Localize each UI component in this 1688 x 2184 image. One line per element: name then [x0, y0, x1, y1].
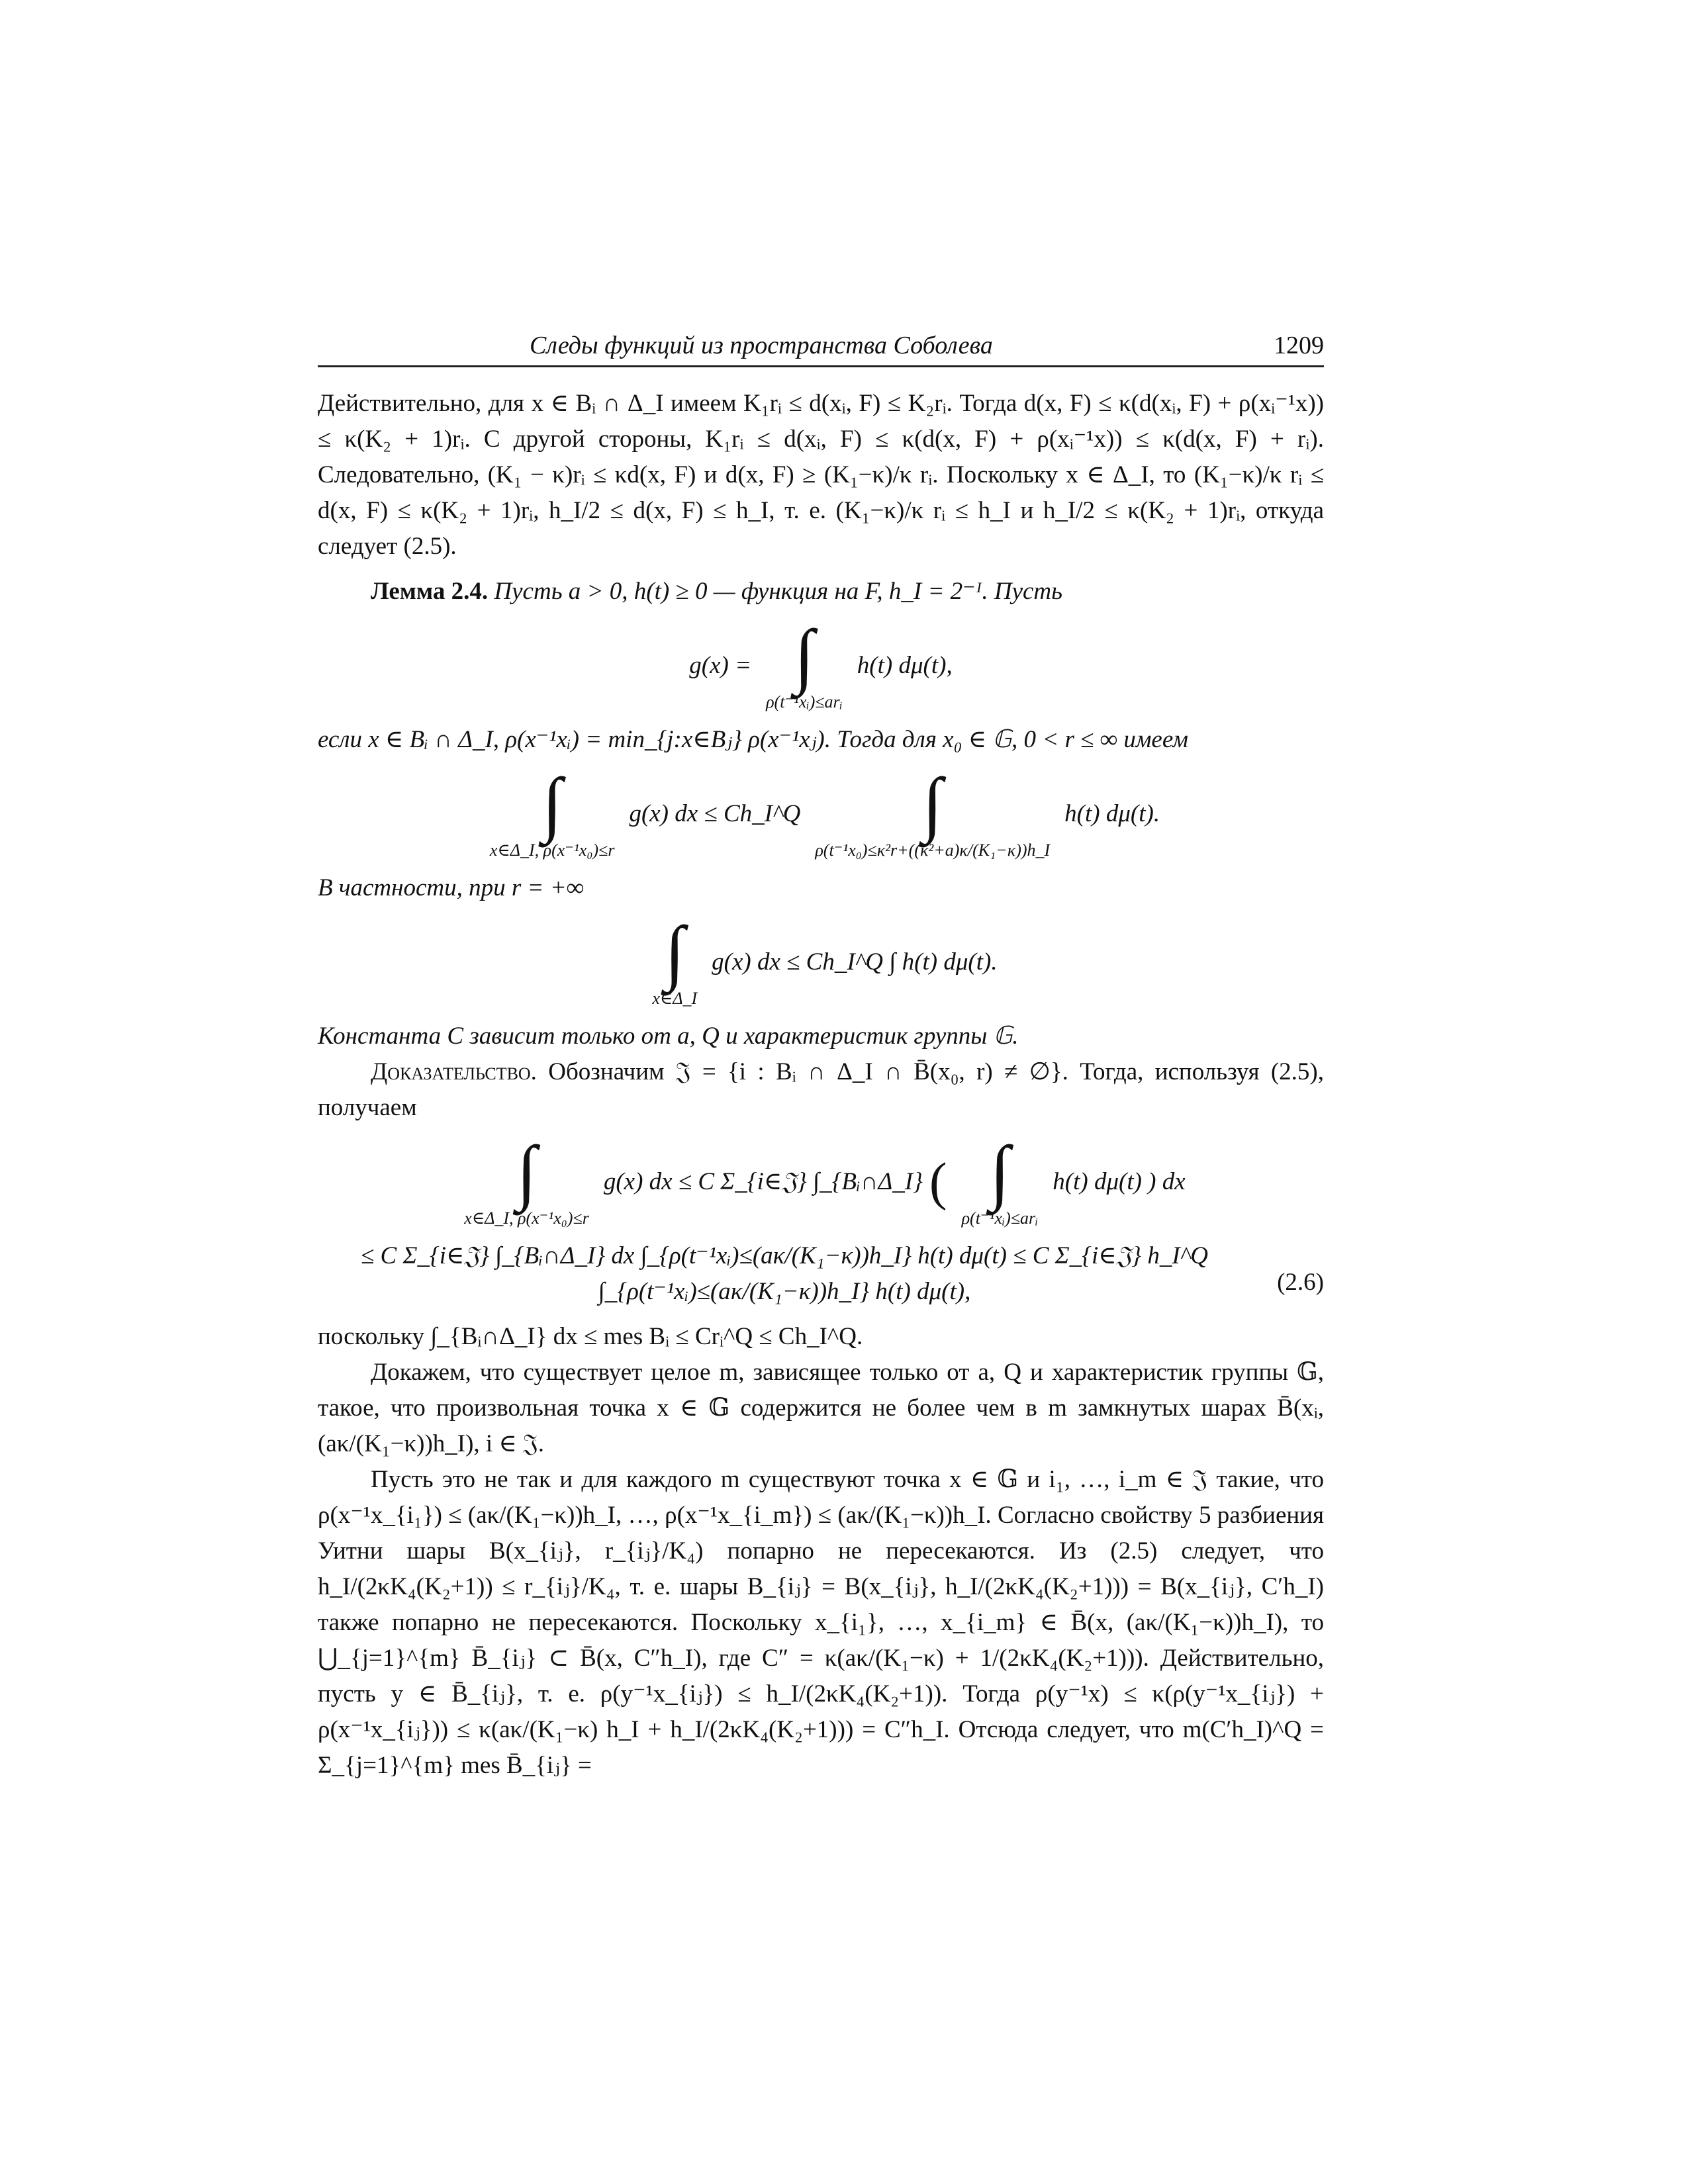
running-title: Следы функций из пространства Соболева [530, 332, 993, 359]
proof-start [318, 1054, 1324, 1126]
equation-lemma-particular [318, 911, 1324, 1009]
integral-sign: ∫ [990, 1131, 1010, 1212]
lemma-condition: если x ∈ Bᵢ ∩ Δ_I, ρ(x⁻¹xᵢ) = min_{j:x∈Bⱼ} ρ(x⁻¹xⱼ). Тогда для x₀ ∈ 𝔾, 0 < r ≤ ∞ имеем [318, 726, 1188, 753]
left-paren: ( [929, 1153, 947, 1211]
equation-tag-2-6: (2.6) [1277, 1269, 1324, 1296]
proof-text: Обозначим 𝔍 = {i : Bᵢ ∩ Δ_I ∩ B̄(x₀, r) ≠ ∅}. Тогда, используя (2.5), получаем [318, 1058, 1324, 1121]
eq1-subscript: ρ(t⁻¹xᵢ)≤arᵢ [766, 692, 843, 711]
integral-sign: ∫ [794, 615, 814, 696]
equation-lemma-main [318, 763, 1324, 861]
lemma-heading: Лемма 2.4. [371, 578, 489, 605]
eq5-body: ≤ C Σ_{i∈𝔍} ∫_{Bᵢ∩Δ_I} dx ∫_{ρ(t⁻¹xᵢ)≤(aκ/(K₁−κ))h_I} h(t) dμ(t) ≤ C Σ_{i∈𝔍} h_I^Q ∫_{ρ(t⁻¹xᵢ)≤(aκ/(K₁−κ))h_I} h(t) dμ(t), [360, 1242, 1209, 1305]
eq2-middle: g(x) dx ≤ Ch_I^Q [629, 800, 801, 827]
integral-sign: ∫ [665, 911, 685, 992]
lemma-statement [318, 574, 1324, 610]
paragraph-claim-m: Докажем, что существует целое m, зависящее только от a, Q и характеристик группы 𝔾, такое, что произвольная точка x ∈ 𝔾 содержится не более чем в m замкнутых шарах B̄(xᵢ, (aκ/(K₁−κ))h_I), i ∈ 𝔍. [318, 1359, 1324, 1457]
eq1-rhs: h(t) dμ(t), [857, 652, 953, 679]
page [318, 331, 1324, 1784]
since-clause: поскольку ∫_{Bᵢ∩Δ_I} dx ≤ mes Bᵢ ≤ Crᵢ^Q ≤ Ch_I^Q. [318, 1323, 863, 1350]
lemma-text: Пусть a > 0, h(t) ≥ 0 — функция на F, h_I = 2⁻ᴵ. Пусть [494, 578, 1062, 605]
lemma-constant: Константа C зависит только от a, Q и характеристик группы 𝔾. [318, 1023, 1019, 1050]
eq3-body: g(x) dx ≤ Ch_I^Q ∫ h(t) dμ(t). [712, 948, 998, 976]
integral-sign: ∫ [516, 1131, 537, 1212]
eq2-rhs: h(t) dμ(t). [1064, 800, 1160, 827]
integral-sign: ∫ [542, 763, 563, 844]
running-header [318, 331, 1324, 367]
equation-g-definition [318, 615, 1324, 713]
paragraph-contradiction: Пусть это не так и для каждого m существуют точка x ∈ 𝔾 и i₁, …, i_m ∈ 𝔍 такие, что ρ(x⁻¹x_{i₁}) ≤ (aκ/(K₁−κ))h_I, …, ρ(x⁻¹x_{i_m}) ≤ (aκ/(K₁−κ))h_I. Согласно свойству 5 разбиения Уитни шары B(x_{iⱼ}, r_{iⱼ}/K₄) попарно не пересекаются. Из (2.5) следует, что h_I/(2κK₄(K₂+1)) ≤ r_{iⱼ}/K₄, т. е. шары B_{iⱼ} = B(x_{iⱼ}, h_I/(2κK₄(K₂+1))) = B(x_{iⱼ}, C′h_I) также попарно не пересекаются. Поскольку x_{i₁}, …, x_{i_m} ∈ B̄(x, (aκ/(K₁−κ))h_I), то ⋃_{j=1}^{m} B̄_{iⱼ} ⊂ B̄(x, C″h_I), где C″ = κ(aκ/(K₁−κ) + 1/(2κK₄(K₂+1))). Действительно, пусть y ∈ B̄_{iⱼ}, т. е. ρ(y⁻¹x_{iⱼ}) ≤ h_I/(2κK₄(K₂+1)). Тогда ρ(y⁻¹x) ≤ κ(ρ(y⁻¹x_{iⱼ}) + ρ(x⁻¹x_{iⱼ})) ≤ κ(aκ/(K₁−κ) h_I + h_I/(2κK₄(K₂+1))) = C″h_I. Отсюда следует, что m(C′h_I)^Q = Σ_{j=1}^{m} mes B̄_{iⱼ} = [318, 1466, 1324, 1779]
eq4-middle: g(x) dx ≤ C Σ_{i∈𝔍} ∫_{Bᵢ∩Δ_I} [603, 1168, 923, 1195]
eq1-lhs: g(x) = [689, 652, 752, 679]
equation-proof-1 [318, 1131, 1324, 1229]
equation-2-6 [318, 1238, 1324, 1310]
eq2-subscript-2: ρ(t⁻¹x₀)≤κ²r+((κ²+a)κ/(K₁−κ))h_I [815, 841, 1051, 860]
eq4-subscript-2: ρ(t⁻¹xᵢ)≤arᵢ [961, 1208, 1039, 1228]
page-number: 1209 [1274, 332, 1324, 359]
paragraph-proof-of-2-5: Действительно, для x ∈ Bᵢ ∩ Δ_I имеем K₁rᵢ ≤ d(xᵢ, F) ≤ K₂rᵢ. Тогда d(x, F) ≤ κ(d(xᵢ, F) + ρ(xᵢ⁻¹x)) ≤ κ(K₂ + 1)rᵢ. С другой стороны, K₁rᵢ ≤ d(xᵢ, F) ≤ κ(d(x, F) + ρ(xᵢ⁻¹x)) ≤ κ(d(x, F) + rᵢ). Следовательно, (K₁ − κ)rᵢ ≤ κd(x, F) и d(x, F) ≥ (K₁−κ)/κ rᵢ. Поскольку x ∈ Δ_I, то (K₁−κ)/κ rᵢ ≤ d(x, F) ≤ κ(K₂ + 1)rᵢ, h_I/2 ≤ d(x, F) ≤ h_I, т. е. (K₁−κ)/κ rᵢ ≤ h_I и h_I/2 ≤ κ(K₂ + 1)rᵢ, откуда следует (2.5). [318, 390, 1324, 560]
integral-sign: ∫ [922, 763, 943, 844]
eq3-subscript: x∈Δ_I [652, 989, 698, 1008]
eq4-rhs: h(t) dμ(t) ) dx [1053, 1168, 1186, 1195]
eq4-subscript-1: x∈Δ_I, ρ(x⁻¹x₀)≤r [464, 1208, 589, 1228]
proof-heading: Доказательство. [371, 1058, 537, 1085]
in-particular: В частности, при r = +∞ [318, 874, 585, 901]
eq2-subscript-1: x∈Δ_I, ρ(x⁻¹x₀)≤r [489, 841, 615, 860]
